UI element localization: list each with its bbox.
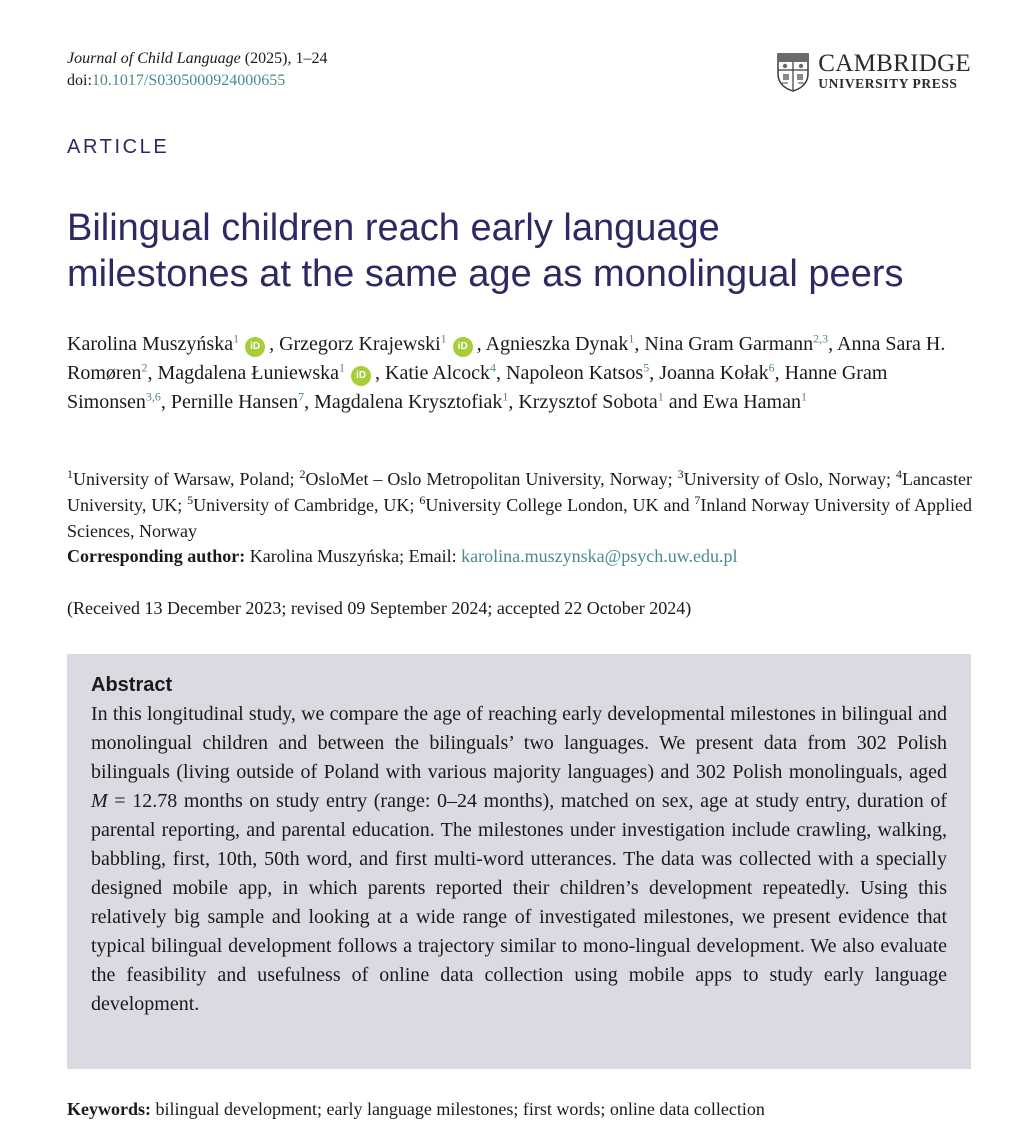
author-affiliation-ref[interactable]: 2 [141, 360, 148, 375]
article-title [67, 205, 987, 297]
keywords-text: bilingual development; early language milestones; first words; online data collection [151, 1099, 765, 1119]
author-separator: , [649, 362, 660, 384]
author-separator: , [375, 362, 386, 384]
author-separator: , [476, 333, 486, 355]
author-name: Magdalena Krysztofiak [314, 391, 503, 413]
author-name: Agnieszka Dynak [485, 333, 629, 355]
affiliation-number: 3 [677, 467, 684, 481]
author-affiliation-ref[interactable]: 6 [768, 360, 775, 375]
keywords [67, 1097, 765, 1121]
author-separator: , [160, 391, 171, 413]
affiliation-number: 7 [694, 493, 701, 507]
abstract-text-part-1: In this longitudinal study, we compare the age of reaching early developmental milestones in bilingual and monolingual children and between the bilinguals’ two languages. We present data from 302 Polish bilinguals (living outside of Poland with various majority languages) and 302 Polish monolinguals, aged [91, 703, 947, 783]
author-separator: , [508, 391, 519, 413]
journal-meta [67, 48, 327, 92]
affiliation-number: 4 [896, 467, 903, 481]
author-separator: , [147, 362, 158, 384]
journal-name: Journal of Child Language [67, 50, 241, 67]
author-separator: , [304, 391, 315, 413]
cambridge-crest-icon [776, 52, 810, 92]
author-name: Pernille Hansen [170, 391, 299, 413]
author-affiliation-ref[interactable]: 5 [643, 360, 650, 375]
affiliation-number: 5 [187, 493, 194, 507]
abstract-mean-symbol: M [91, 790, 108, 812]
author-affiliation-ref[interactable]: 1 [628, 331, 635, 346]
author-name: Magdalena Łuniewska [157, 362, 340, 384]
author-affiliation-ref[interactable]: 1 [657, 389, 664, 404]
doi-prefix: doi: [67, 72, 92, 89]
orcid-icon[interactable]: iD [245, 337, 265, 357]
author-name: Anna Sara H. Romøren [67, 333, 946, 384]
article-title-line-1: Bilingual children reach early language [67, 207, 720, 249]
abstract-text-part-2: = 12.78 months on study entry (range: 0–24 months), matched on sex, age at study entry, duration of parental reporting, and parental education. The milestones under investigation include crawling, walking, babbling, first, 10th, 50th word, and first multi-word utterances. The data was collected with a specially designed mobile app, in which parents reported their children’s development repeatedly. Using this relatively big sample and looking at a wide range of investigated milestones, we present evidence that typical bilingual development follows a trajectory similar to mono-lingual development. We also evaluate the feasibility and usefulness of online data collection using mobile apps to study early language development. [91, 790, 947, 1015]
affiliation-text: Lancaster University, UK; [67, 469, 972, 515]
author-affiliation-ref[interactable]: 7 [298, 389, 305, 404]
corresponding-email-link[interactable]: karolina.muszynska@psych.uw.edu.pl [461, 546, 738, 566]
received-dates: (Received 13 December 2023; revised 09 September 2024; accepted 22 October 2024) [67, 598, 692, 618]
corresponding-author [67, 543, 738, 569]
author-separator: , [828, 333, 838, 355]
abstract-heading: Abstract [91, 674, 173, 696]
orcid-icon[interactable]: iD [351, 366, 371, 386]
abstract-text [91, 700, 947, 1019]
author-name: Ewa Haman [702, 391, 801, 413]
affiliations [67, 466, 972, 544]
author-list [67, 330, 972, 417]
orcid-icon[interactable]: iD [453, 337, 473, 357]
author-affiliation-ref[interactable]: 1 [440, 331, 447, 346]
author-separator: and [663, 391, 703, 413]
corresponding-author-label: Corresponding author: [67, 546, 246, 566]
author-separator: , [634, 333, 645, 355]
publisher-name: CAMBRIDGE [818, 50, 971, 77]
author-affiliation-ref[interactable]: 1 [339, 360, 346, 375]
author-separator: , [269, 333, 280, 355]
author-affiliation-ref[interactable]: 1 [800, 389, 807, 404]
author-name: Napoleon Katsos [506, 362, 644, 384]
author-affiliation-ref[interactable]: 3,6 [145, 389, 161, 404]
author-separator: , [774, 362, 785, 384]
corresponding-author-text: Karolina Muszyńska; Email: [245, 546, 462, 566]
journal-year-pages: (2025), 1–24 [240, 50, 328, 67]
article-type-label: ARTICLE [67, 136, 170, 158]
author-name: Hanne Gram Simonsen [67, 362, 888, 413]
affiliation-text: Inland Norway University of Applied Sciences, Norway [67, 495, 972, 541]
publisher-subname: UNIVERSITY PRESS [818, 76, 958, 91]
affiliation-text: University College London, UK and [425, 495, 695, 515]
article-title-line-2: milestones at the same age as monolingual peers [67, 253, 904, 295]
affiliation-text: University of Oslo, Norway; [683, 469, 897, 489]
author-affiliation-ref[interactable]: 2,3 [813, 331, 829, 346]
author-name: Katie Alcock [385, 362, 491, 384]
affiliation-number: 2 [299, 467, 306, 481]
affiliation-text: University of Cambridge, UK; [193, 495, 420, 515]
publisher-logo [776, 52, 971, 92]
affiliation-number: 1 [67, 467, 73, 481]
author-name: Grzegorz Krajewski [279, 333, 441, 355]
author-name: Krzysztof Sobota [518, 391, 658, 413]
doi-link[interactable]: 10.1017/S0305000924000655 [91, 72, 286, 89]
author-affiliation-ref[interactable]: 1 [233, 331, 240, 346]
affiliation-text: OsloMet – Oslo Metropolitan University, Norway; [305, 469, 678, 489]
author-affiliation-ref[interactable]: 4 [490, 360, 497, 375]
author-name: Nina Gram Garmann [644, 333, 814, 355]
affiliation-number: 6 [419, 493, 426, 507]
affiliation-text: University of Warsaw, Poland; [73, 469, 300, 489]
author-name: Joanna Kołak [659, 362, 769, 384]
keywords-label: Keywords: [67, 1099, 151, 1119]
author-affiliation-ref[interactable]: 1 [502, 389, 509, 404]
author-separator: , [496, 362, 507, 384]
abstract-box [67, 654, 971, 1069]
author-name: Karolina Muszyńska [67, 333, 234, 355]
